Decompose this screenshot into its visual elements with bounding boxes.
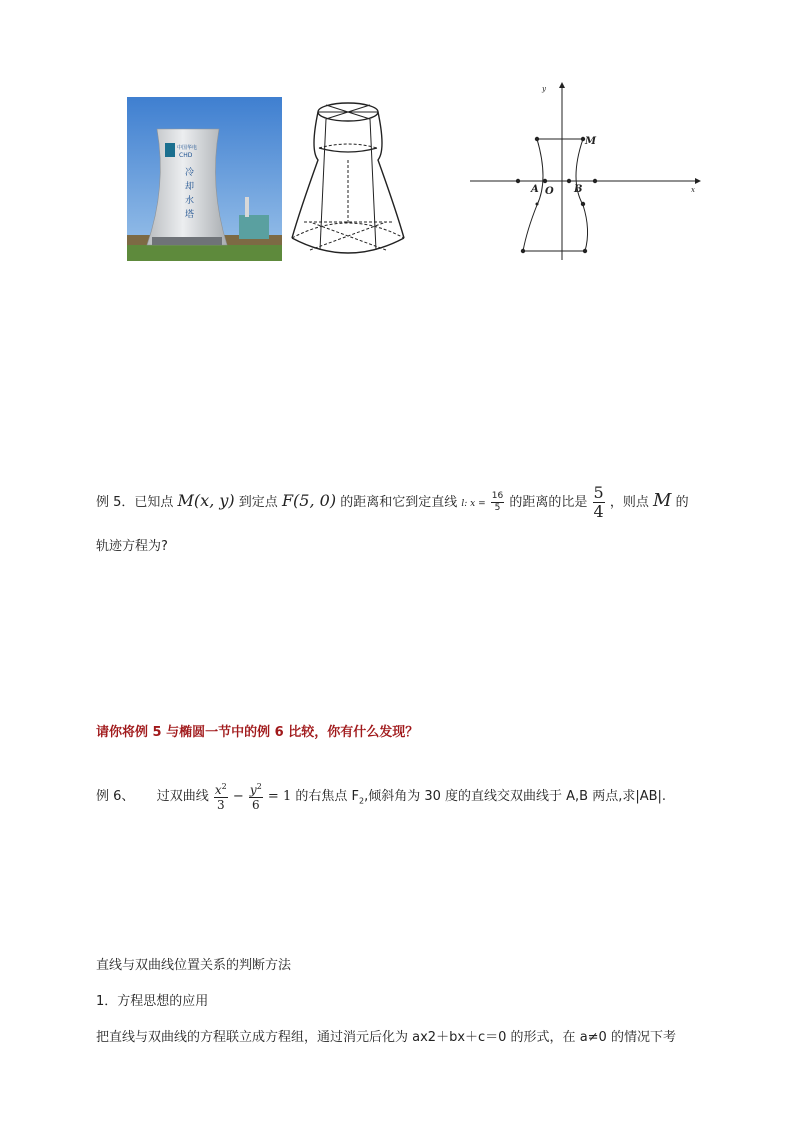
point-b-label: B: [574, 184, 583, 195]
example-6-line: [96, 779, 666, 820]
point-m-symbol: M: [653, 490, 672, 511]
method-heading: 直线与双曲线位置关系的判断方法: [96, 958, 292, 973]
x-axis-arrow-icon: [695, 178, 701, 184]
directrix-fraction: [491, 492, 504, 513]
ratio-numerator: 5: [593, 483, 604, 502]
directrix-numerator: 16: [491, 491, 504, 501]
point-m-expression: M(x, y): [177, 491, 235, 510]
y-variable: y: [249, 782, 257, 797]
brand-en: CHD: [179, 152, 193, 159]
example-5-text-5: 的: [675, 495, 689, 510]
tower-char-4: 塔: [185, 210, 195, 220]
y-axis-label: y: [542, 85, 546, 93]
example-6-text-3: ,倾斜角为 30 度的直线交双曲线于 A,B 两点,求|AB|.: [364, 789, 667, 804]
example-6-label: 例 6、: [96, 789, 135, 804]
tower-char-1: 冷: [185, 168, 195, 178]
example-5-line-1: [96, 485, 689, 520]
hyperboloid-wireframe: [290, 100, 408, 260]
example-6-text-2: 的右焦点 F: [295, 789, 359, 804]
focus-subscript: 2: [358, 796, 365, 806]
example-5-text-2: 的距离和它到定直线: [340, 495, 458, 510]
x-squared-fraction: $\frac{x^2}{3}$: [214, 781, 227, 812]
example-5-text-4: ，则点: [609, 495, 649, 510]
example-5-line-2: 轨迹方程为?: [96, 539, 168, 554]
method-item-1: 1．方程思想的应用: [96, 994, 209, 1009]
example-6-text-1: 过双曲线: [156, 789, 209, 804]
chd-logo-icon: [165, 143, 175, 157]
example-5-label: 例 5．已知点: [96, 495, 174, 510]
ratio-denominator: 4: [593, 502, 604, 521]
tower-char-3: 水: [185, 196, 195, 206]
cooling-tower-photo: [127, 97, 282, 261]
y-denominator: 6: [252, 797, 260, 812]
ratio-fraction: [593, 485, 605, 520]
x-denominator: 3: [216, 797, 225, 812]
origin-label: O: [545, 186, 554, 197]
equals-one: = 1: [267, 789, 292, 804]
x-variable: x: [214, 782, 222, 797]
comparison-question: 请你将例 5 与椭圆一节中的例 6 比较，你有什么发现？: [96, 725, 419, 740]
example-5-text-1: 到定点: [238, 495, 278, 510]
example-5-text-3: 的距离的比是: [509, 495, 588, 510]
minus-sign: −: [232, 789, 244, 804]
point-m-label: M: [585, 136, 597, 147]
point-f-expression: F(5, 0): [281, 491, 337, 510]
point-a-label: A: [531, 184, 539, 195]
hyperbola-coordinate-diagram: [465, 80, 705, 265]
directrix-denominator: 5: [494, 503, 501, 513]
x-axis-label: x: [691, 186, 695, 194]
brand-cn: 中国华电: [177, 145, 198, 151]
y-squared-fraction: $\frac{y^2}{6}$: [249, 781, 262, 812]
method-paragraph: 把直线与双曲线的方程联立成方程组，通过消元后化为 ax2＋bx＋c＝0 的形式，在 a≠0 的情况下考: [96, 1030, 676, 1045]
directrix-expression: l: x =: [461, 499, 486, 509]
y-axis-arrow-icon: [559, 82, 565, 88]
tower-char-2: 却: [185, 182, 195, 192]
